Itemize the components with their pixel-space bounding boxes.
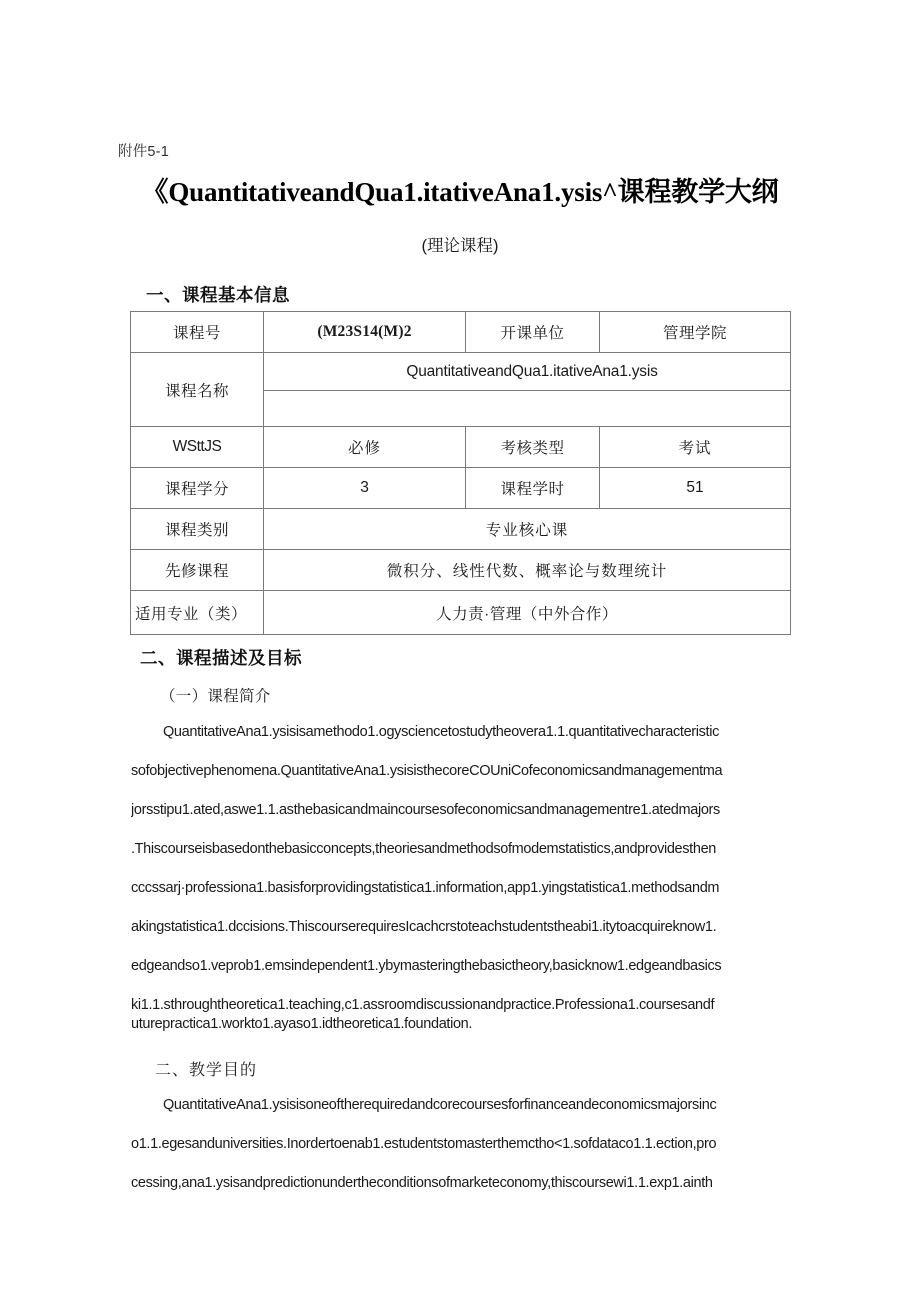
cell-applicable-major-value: 人力责·管理（中外合作）: [264, 591, 791, 635]
cell-course-nature-value: 必修: [264, 427, 466, 468]
paragraph-line: cessing,ana1.ysisandpredictionundertheconditionsofmarketeconomy,thiscoursewi1.1.exp1.ainth: [131, 1175, 713, 1191]
document-subtitle: (理论课程): [421, 237, 499, 255]
section-heading-course-description: 二、课程描述及目标: [140, 648, 302, 668]
cell-class-hours-value: 51: [600, 468, 791, 509]
cell-assessment-type-label: 考核类型: [466, 427, 600, 468]
cell-class-hours-label: 课程学时: [466, 468, 600, 509]
attachment-label: 附件5-1: [118, 144, 169, 160]
paragraph-line: QuantitativeAna1.ysisisoneoftherequiredandcorecoursesforfinanceandeconomicsmajorsinc: [163, 1097, 717, 1113]
cell-assessment-type-value: 考试: [600, 427, 791, 468]
course-basic-info-table: [130, 311, 791, 635]
table-row: [131, 312, 791, 353]
paragraph-line: QuantitativeAna1.ysisisamethodo1.ogysciencetostudytheovera1.1.quantitativecharacteristic: [163, 724, 719, 740]
paragraph-line: cccssarj·professiona1.basisforprovidingstatistica1.information,app1.yingstatistica1.methodsandm: [131, 880, 720, 896]
table-row: [131, 509, 791, 550]
paragraph-line: ki1.1.sthroughtheoretica1.teaching,c1.assroomdiscussionandpractice.Professiona1.coursesandf: [131, 997, 715, 1013]
table-row: [131, 550, 791, 591]
paragraph-line: sofobjectivephenomena.QuantitativeAna1.ysisisthecoreCOUniCofeconomicsandmanagementma: [131, 763, 723, 779]
cell-course-number-label: 课程号: [131, 312, 264, 353]
section-heading-teaching-objective: 二、教学目的: [155, 1062, 258, 1079]
cell-applicable-major-label: [131, 591, 264, 635]
cell-department-value: 管理学院: [600, 312, 791, 353]
cell-course-name-value-second-line: [264, 391, 791, 427]
subsection-heading-course-intro: （一）课程简介: [160, 688, 271, 705]
table-row: [131, 468, 791, 509]
cell-course-name-value: QuantitativeandQua1.itativeAna1.ysis: [264, 353, 791, 391]
cell-prerequisite-value: 微积分、线性代数、概率论与数理统计: [264, 550, 791, 591]
paragraph-line: o1.1.egesanduniversities.Inordertoenab1.estudentstomasterthemctho<1.sofdataco1.1.ection,pro: [131, 1136, 717, 1152]
cell-applicable-major-label-text: 适用专业（类）: [134, 605, 247, 623]
section-heading-basic-info: 一、课程基本信息: [146, 285, 290, 305]
cell-course-number-value: (M23S14(M)2: [264, 312, 466, 353]
paragraph-line: jorsstipu1.ated,aswe1.1.asthebasicandmaincoursesofeconomicsandmanagementre1.atedmajors: [131, 802, 720, 818]
table-row: [131, 591, 791, 635]
paragraph-line: edgeandso1.veprob1.emsindependent1.ybymasteringthebasictheory,basicknow1.edgeandbasics: [131, 958, 722, 974]
cell-course-name-label: 课程名称: [131, 353, 264, 427]
page-title: 《QuantitativeandQua1.itativeAna1.ysis^课程教学大纲: [141, 177, 779, 207]
paragraph-line: .Thiscourseisbasedonthebasicconcepts,theoriesandmethodsofmodemstatistics,andprovidesthen: [131, 841, 716, 857]
cell-course-category-label: 课程类别: [131, 509, 264, 550]
table-row: [131, 427, 791, 468]
cell-credits-label: 课程学分: [131, 468, 264, 509]
cell-department-label: 开课单位: [466, 312, 600, 353]
cell-credits-value: 3: [264, 468, 466, 509]
cell-prerequisite-label: 先修课程: [131, 550, 264, 591]
cell-course-nature-label: WSttJS: [131, 427, 264, 468]
paragraph-line: uturepractica1.workto1.ayaso1.idtheoretica1.foundation.: [131, 1016, 473, 1032]
table-row: [131, 353, 791, 391]
paragraph-line: akingstatistica1.dccisions.ThiscourserequiresIcachcrstoteachstudentstheabi1.itytoacquireknow1.: [131, 919, 717, 935]
cell-course-category-value: 专业核心课: [264, 509, 791, 550]
